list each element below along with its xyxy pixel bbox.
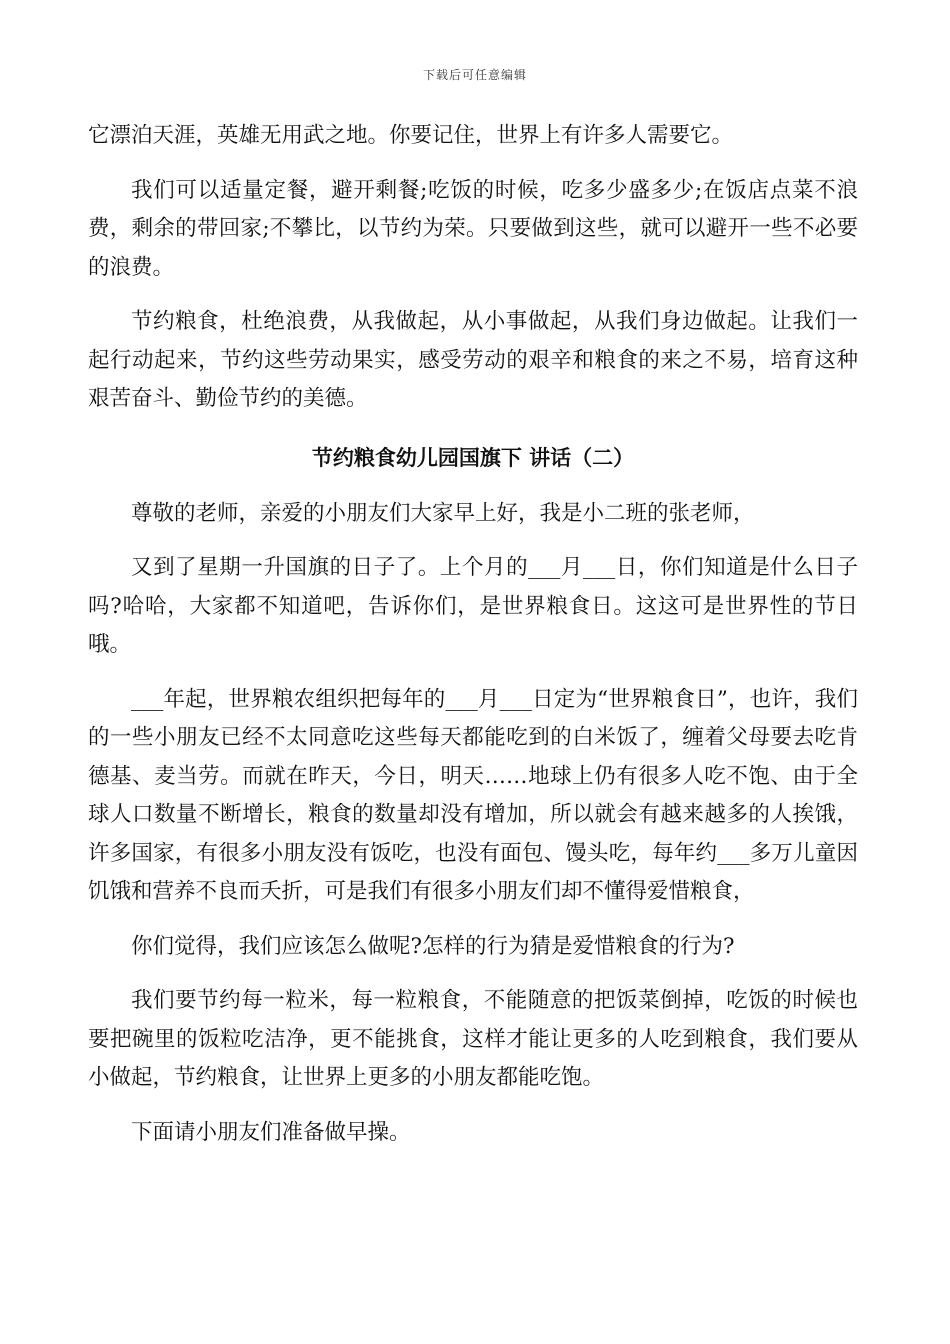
- paragraph: 你们觉得，我们应该怎么做呢?怎样的行为猜是爱惜粮食的行为?: [131, 933, 735, 959]
- document-body: [88, 117, 858, 1168]
- paragraph: 节约粮食，杜绝浪费，从我做起，从小事做起，从我们身边做起。让我们一起行动起来，节约这些劳动果实，感受劳动的艰辛和粮食的来之不易，培育这种艰苦奋斗、勤俭节约的美德。: [88, 309, 858, 411]
- paragraph: 我们可以适量定餐，避开剩餐;吃饭的时候，吃多少盛多少;在饭店点菜不浪费，剩余的带回家;不攀比，以节约为荣。只要做到这些，就可以避开一些不必要的浪费。: [88, 177, 858, 280]
- paragraph: 我们要节约每一粒米，每一粒粮食，不能随意的把饭菜倒掉，吃饭的时候也要把碗里的饭粒吃洁净，更不能挑食，这样才能让更多的人吃到粮食，我们要从小做起，节约粮食，让世界上更多的小朋友都能吃饱。: [88, 988, 858, 1090]
- paragraph: 又到了星期一升国旗的日子了。上个月的___月___日，你们知道是什么日子吗?哈哈，大家都不知道吧，告诉你们，是世界粮食日。这这可是世界性的节日哦。: [88, 555, 858, 657]
- paragraph-continuation: 它漂泊天涯，英雄无用武之地。你要记住，世界上有许多人需要它。: [88, 123, 734, 148]
- paragraph: ___年起，世界粮农组织把每年的___月___日定为“世界粮食日”，也许，我们的一些小朋友已经不太同意吃这些每天都能吃到的白米饭了，缠着父母要去吃肯德基、麦当劳。而就在昨天，今日，明天……地球上仍有很多人吃不饱、由于全球人口数量不断增长，粮食的数量却没有增加，所以就会有越来越多的人挨饿，许多国家，有很多小朋友没有饭吃，也没有面包、馒头吃，每年约___多万儿童因饥饿和营养不良而夭折，可是我们有很多小朋友们却不懂得爱惜粮食，: [88, 686, 858, 904]
- page-header: 下载后可任意编辑: [422, 68, 527, 82]
- section-title: 节约粮食幼儿园国旗下 讲话（二）: [311, 445, 635, 470]
- paragraph-closing: 下面请小朋友们准备做早操。: [131, 1119, 411, 1145]
- paragraph-greeting: 尊敬的老师，亲爱的小朋友们大家早上好，我是小二班的张老师，: [131, 500, 755, 526]
